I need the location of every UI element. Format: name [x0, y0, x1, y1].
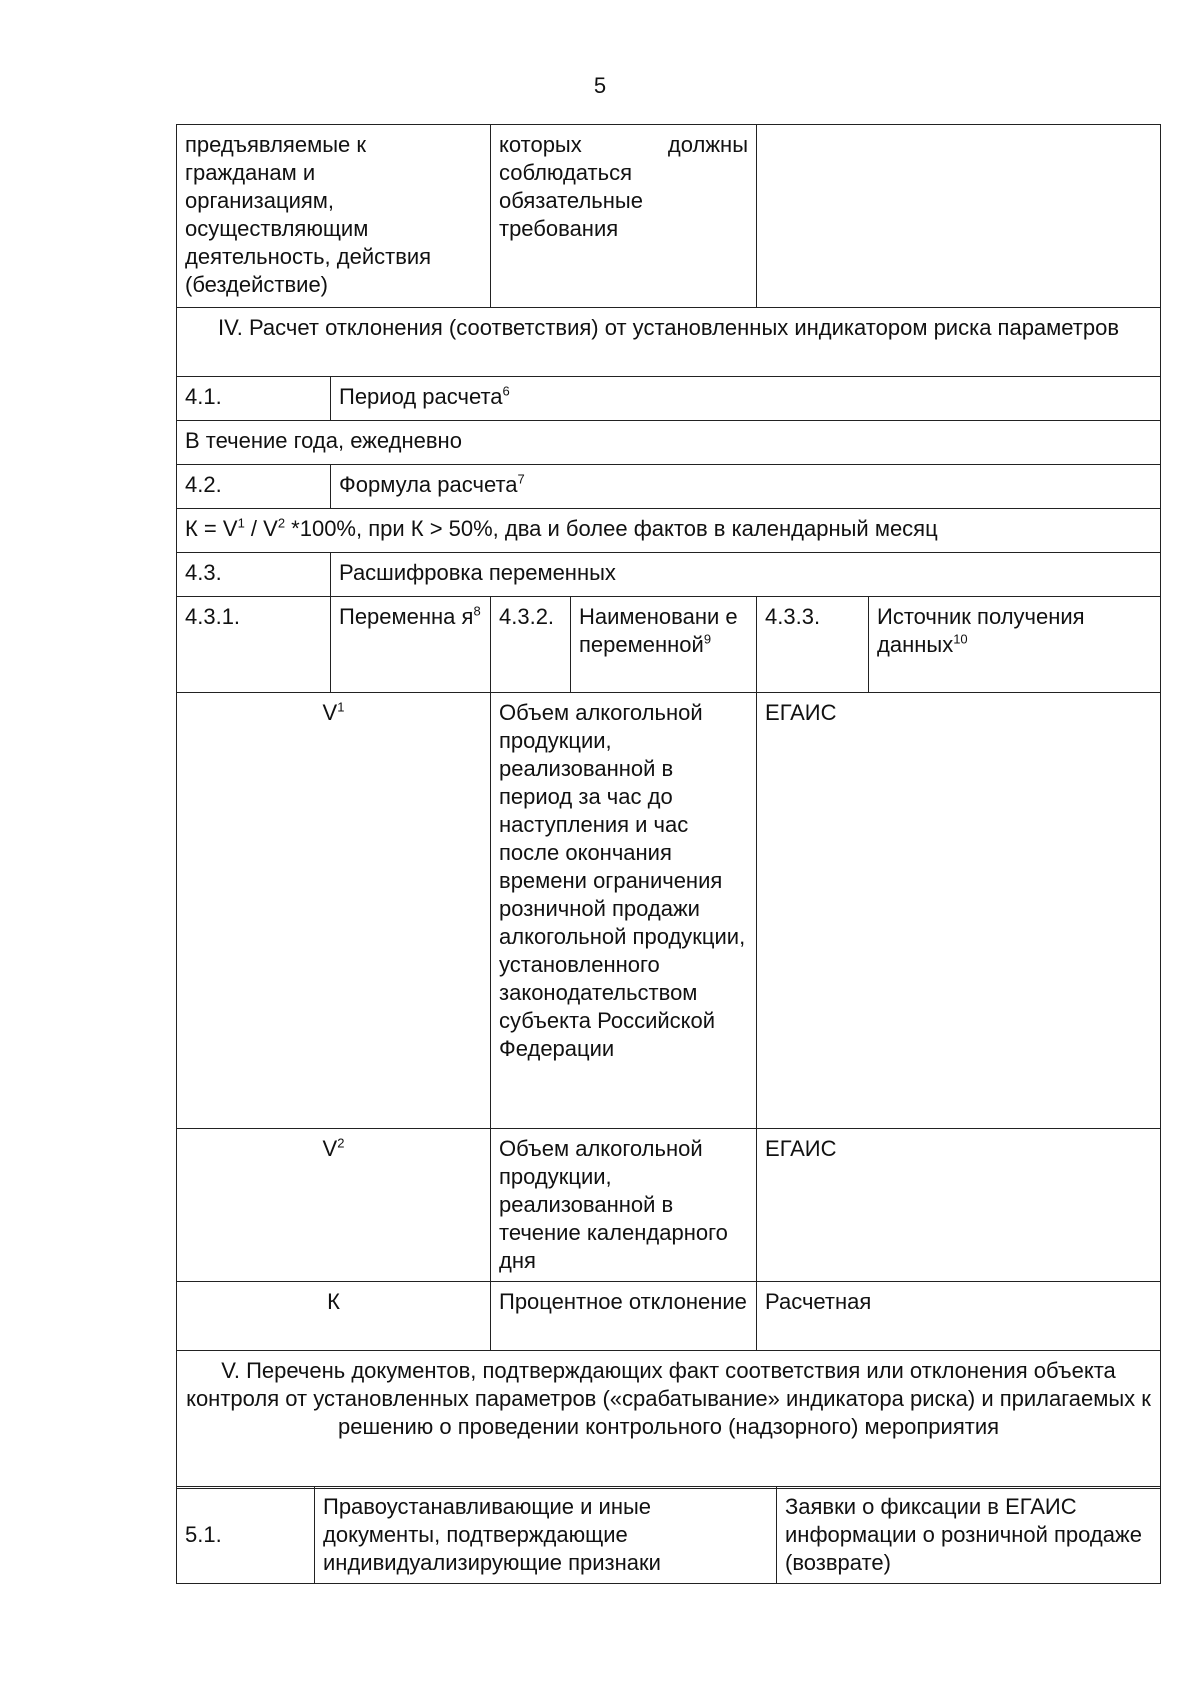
variable-symbol: $V^2$ — [177, 1129, 491, 1282]
section-4-title: IV. Расчет отклонения (соответствия) от установленных индикатором риска параметров — [177, 308, 1161, 377]
variable-row — [177, 1129, 1161, 1282]
row-label: Расшифровка переменных — [331, 553, 1161, 597]
header-data-source: Источник получения данных$^{10}$ — [869, 597, 1161, 693]
header-variable-name: Наименовани е переменной$^9$ — [571, 597, 757, 693]
variable-source: ЕГАИС — [757, 693, 1161, 1129]
header-number: 4.3.1. — [177, 597, 331, 693]
object-cell: которых должны соблюдаться обязательные требования — [491, 125, 757, 308]
header-number: 4.3.2. — [491, 597, 571, 693]
row-number: 4.2. — [177, 465, 331, 509]
row-number: 4.1. — [177, 377, 331, 421]
variable-symbol: К — [177, 1282, 491, 1351]
variable-row — [177, 1282, 1161, 1351]
row-label: Формула расчета$^7$ — [331, 465, 1161, 509]
variable-symbol: $V^1$ — [177, 693, 491, 1129]
row-4-1 — [177, 377, 1161, 421]
row-4-2 — [177, 465, 1161, 509]
section-5-title: V. Перечень документов, подтверждающих факт соответствия или отклонения объекта контроля от установленных параметров («срабатывание» индикатора риска) и прилагаемых к решению о проведении контрольного (надзорного) мероприятия — [177, 1351, 1161, 1489]
variable-source: ЕГАИС — [757, 1129, 1161, 1282]
section-4-header — [177, 308, 1161, 377]
period-value: В течение года, ежедневно — [177, 421, 1161, 465]
row-number: 5.1. — [177, 1487, 315, 1584]
variables-header-row — [177, 597, 1161, 693]
page-number: 5 — [593, 73, 607, 98]
indicator-table — [176, 124, 1161, 1489]
row-value: Заявки о фиксации в ЕГАИС информации о розничной продаже (возврате) — [777, 1487, 1161, 1584]
row-number: 4.3. — [177, 553, 331, 597]
formula: $К = V^1 / V^2$ *100%, при К > 50%, два и более фактов в календарный месяц — [177, 509, 1161, 553]
section-5-header — [177, 1351, 1161, 1489]
variable-name: Объем алкогольной продукции, реализованной в период за час до наступления и час после окончания времени ограничения розничной продажи алкогольной продукции, установленного законодательством субъекта Российской Федерации — [491, 693, 757, 1129]
row-5-1 — [177, 1487, 1161, 1584]
formula-row — [177, 509, 1161, 553]
variable-row — [177, 693, 1161, 1129]
variable-source: Расчетная — [757, 1282, 1161, 1351]
empty-cell — [757, 125, 1161, 308]
row-label: Правоустанавливающие и иные документы, подтверждающие индивидуализирующие признаки — [315, 1487, 777, 1584]
variable-name: Процентное отклонение — [491, 1282, 757, 1351]
requirements-cell: предъявляемые к гражданам и организациям, осуществляющим деятельность, действия (бездействие) — [177, 125, 491, 308]
variable-name: Объем алкогольной продукции, реализованной в течение календарного дня — [491, 1129, 757, 1282]
header-variable: Переменна $я^8$ — [331, 597, 491, 693]
row-label: Период расчета$^6$ — [331, 377, 1161, 421]
documents-table — [176, 1486, 1161, 1584]
period-row — [177, 421, 1161, 465]
continuation-row — [177, 125, 1161, 308]
header-number: 4.3.3. — [757, 597, 869, 693]
row-4-3 — [177, 553, 1161, 597]
